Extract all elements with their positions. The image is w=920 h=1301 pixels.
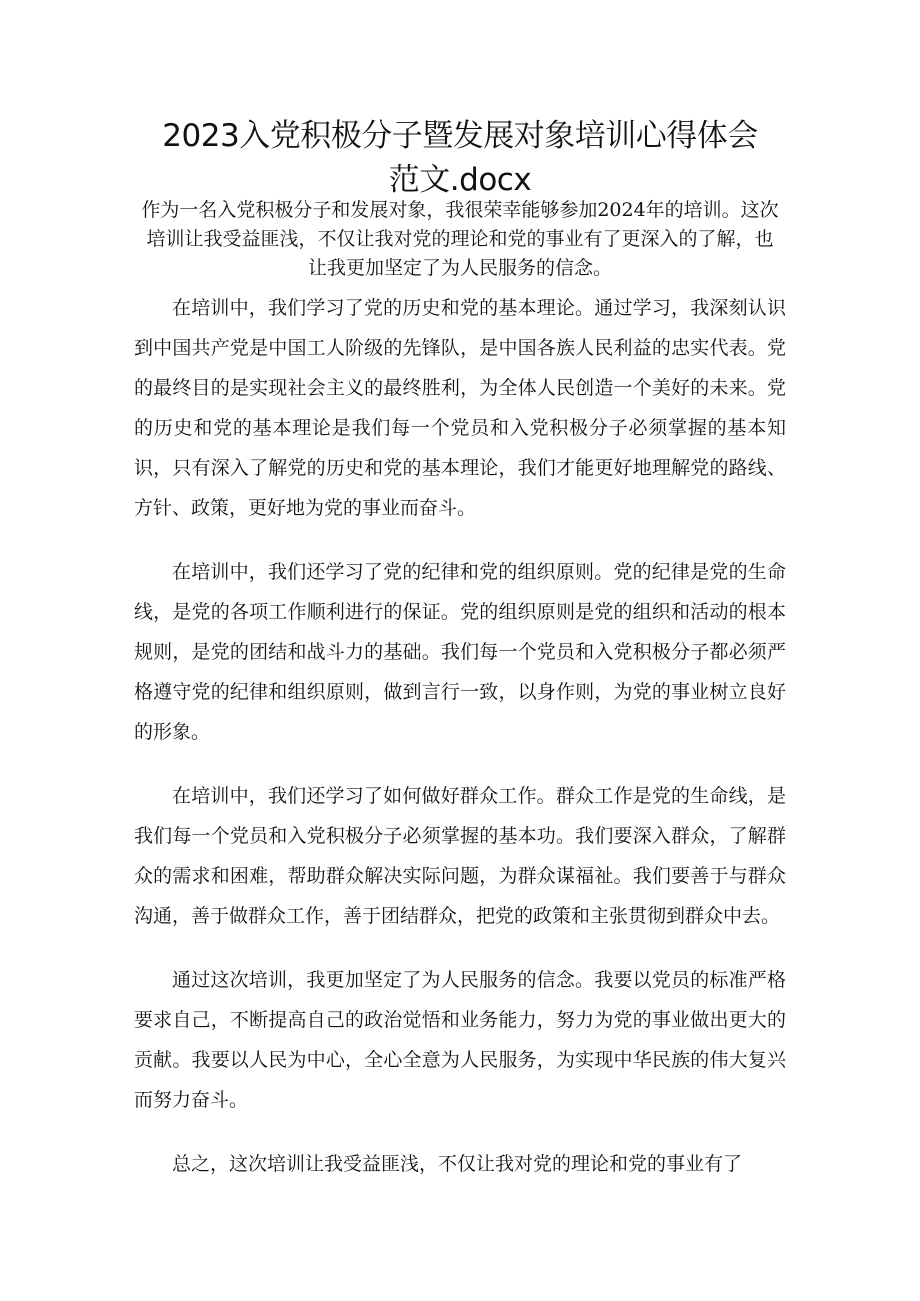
body-paragraph-4: 通过这次培训，我更加坚定了为人民服务的信念。我要以党员的标准严格要求自己，不断提高自己的政治觉悟和业务能力，努力为党的事业做出更大的贡献。我要以人民为中心，全心全意为人民服务，为实现中华民族的伟大复兴而努力奋斗。 xyxy=(134,969,786,1111)
title-line-2: 范文.docx xyxy=(388,162,532,198)
body-paragraph-2: 在培训中，我们还学习了党的纪律和党的组织原则。党的纪律是党的生命线，是党的各项工作顺利进行的保证。党的组织原则是党的组织和活动的根本规则，是党的团结和战斗力的基础。我们每一个党员和入党积极分子都必须严格遵守党的纪律和组织原则，做到言行一致，以身作则，为党的事业树立良好的形象。 xyxy=(134,561,786,743)
body-paragraph-1: 在培训中，我们学习了党的历史和党的基本理论。通过学习，我深刻认识到中国共产党是中国工人阶级的先锋队，是中国各族人民利益的忠实代表。党的最终目的是实现社会主义的最终胜利，为全体人民创造一个美好的未来。党的历史和党的基本理论是我们每一个党员和入党积极分子必须掌握的基本知识，只有深入了解党的历史和党的基本理论，我们才能更好地理解党的路线、方针、政策，更好地为党的事业而奋斗。 xyxy=(134,297,786,519)
document-body xyxy=(134,288,786,1208)
title-line-1: 2023入党积极分子暨发展对象培训心得体会 xyxy=(162,118,758,154)
intro-paragraph: 作为一名入党积极分子和发展对象，我很荣幸能够参加2024年的培训。这次培训让我受益匪浅，不仅让我对党的理论和党的事业有了更深入的了解，也让我更加坚定了为人民服务的信念。 xyxy=(141,199,779,279)
body-paragraph-5: 总之，这次培训让我受益匪浅，不仅让我对党的理论和党的事业有了 xyxy=(172,1153,743,1175)
document-title xyxy=(100,114,820,202)
body-paragraph-3: 在培训中，我们还学习了如何做好群众工作。群众工作是党的生命线，是我们每一个党员和入党积极分子必须掌握的基本功。我们要深入群众，了解群众的需求和困难，帮助群众解决实际问题，为群众谋福祉。我们要善于与群众沟通，善于做群众工作，善于团结群众，把党的政策和主张贯彻到群众中去。 xyxy=(134,785,786,927)
